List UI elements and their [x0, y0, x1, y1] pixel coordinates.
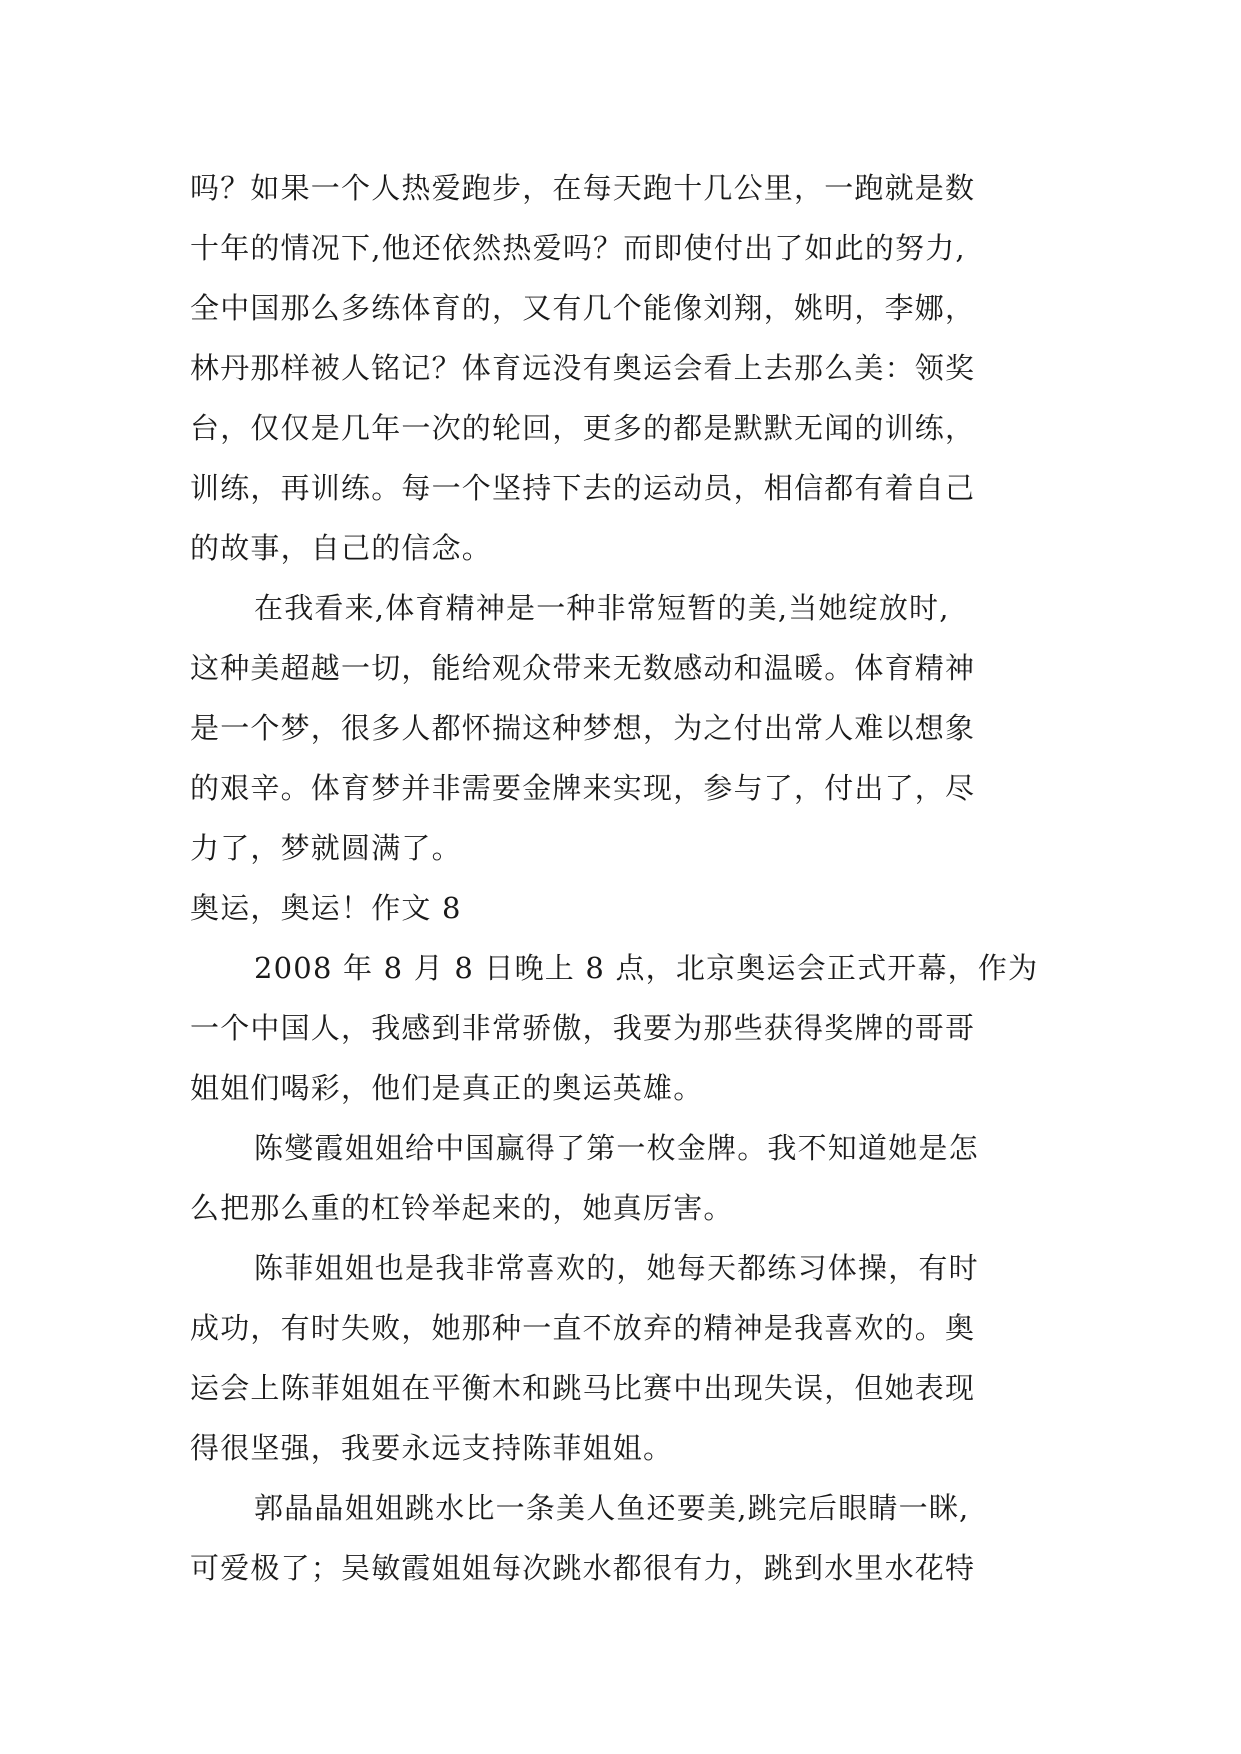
text-line: 得很坚强，我要永远支持陈菲姐姐。 [190, 1431, 674, 1465]
text-line: 运会上陈菲姐姐在平衡木和跳马比赛中出现失误，但她表现 [190, 1371, 976, 1405]
text-line: 在我看来,体育精神是一种非常短暂的美,当她绽放时, [254, 591, 950, 625]
text-line: 2008 年 8 月 8 日晚上 8 点，北京奥运会正式开幕，作为 [254, 951, 1039, 985]
text-line: 的艰辛。体育梦并非需要金牌来实现，参与了，付出了，尽 [190, 771, 976, 805]
text-line: 么把那么重的杠铃举起来的，她真厉害。 [190, 1191, 734, 1225]
text-line: 姐姐们喝彩，他们是真正的奥运英雄。 [190, 1071, 704, 1105]
text-line: 吗？如果一个人热爱跑步，在每天跑十几公里，一跑就是数 [190, 171, 976, 205]
text-line: 是一个梦，很多人都怀揣这种梦想，为之付出常人难以想象 [190, 711, 976, 745]
text-line: 全中国那么多练体育的，又有几个能像刘翔，姚明，李娜， [190, 291, 976, 325]
text-line: 这种美超越一切，能给观众带来无数感动和温暖。体育精神 [190, 651, 976, 685]
text-line: 可爱极了；吴敏霞姐姐每次跳水都很有力，跳到水里水花特 [190, 1551, 976, 1585]
section-heading: 奥运，奥运！作文 8 [190, 891, 462, 925]
text-line: 十年的情况下,他还依然热爱吗？而即使付出了如此的努力, [190, 231, 966, 265]
text-line: 的故事，自己的信念。 [190, 531, 493, 565]
text-line: 台，仅仅是几年一次的轮回，更多的都是默默无闻的训练， [190, 411, 976, 445]
text-line: 一个中国人，我感到非常骄傲，我要为那些获得奖牌的哥哥 [190, 1011, 976, 1045]
text-line: 成功，有时失败，她那种一直不放弃的精神是我喜欢的。奥 [190, 1311, 976, 1345]
text-line: 力了，梦就圆满了。 [190, 831, 462, 865]
text-line: 林丹那样被人铭记？体育远没有奥运会看上去那么美：领奖 [190, 351, 976, 385]
text-line: 陈燮霞姐姐给中国赢得了第一枚金牌。我不知道她是怎 [254, 1131, 979, 1165]
text-line: 训练，再训练。每一个坚持下去的运动员，相信都有着自己 [190, 471, 976, 505]
text-line: 郭晶晶姐姐跳水比一条美人鱼还要美,跳完后眼睛一眯, [254, 1491, 970, 1525]
text-line: 陈菲姐姐也是我非常喜欢的，她每天都练习体操，有时 [254, 1251, 979, 1285]
